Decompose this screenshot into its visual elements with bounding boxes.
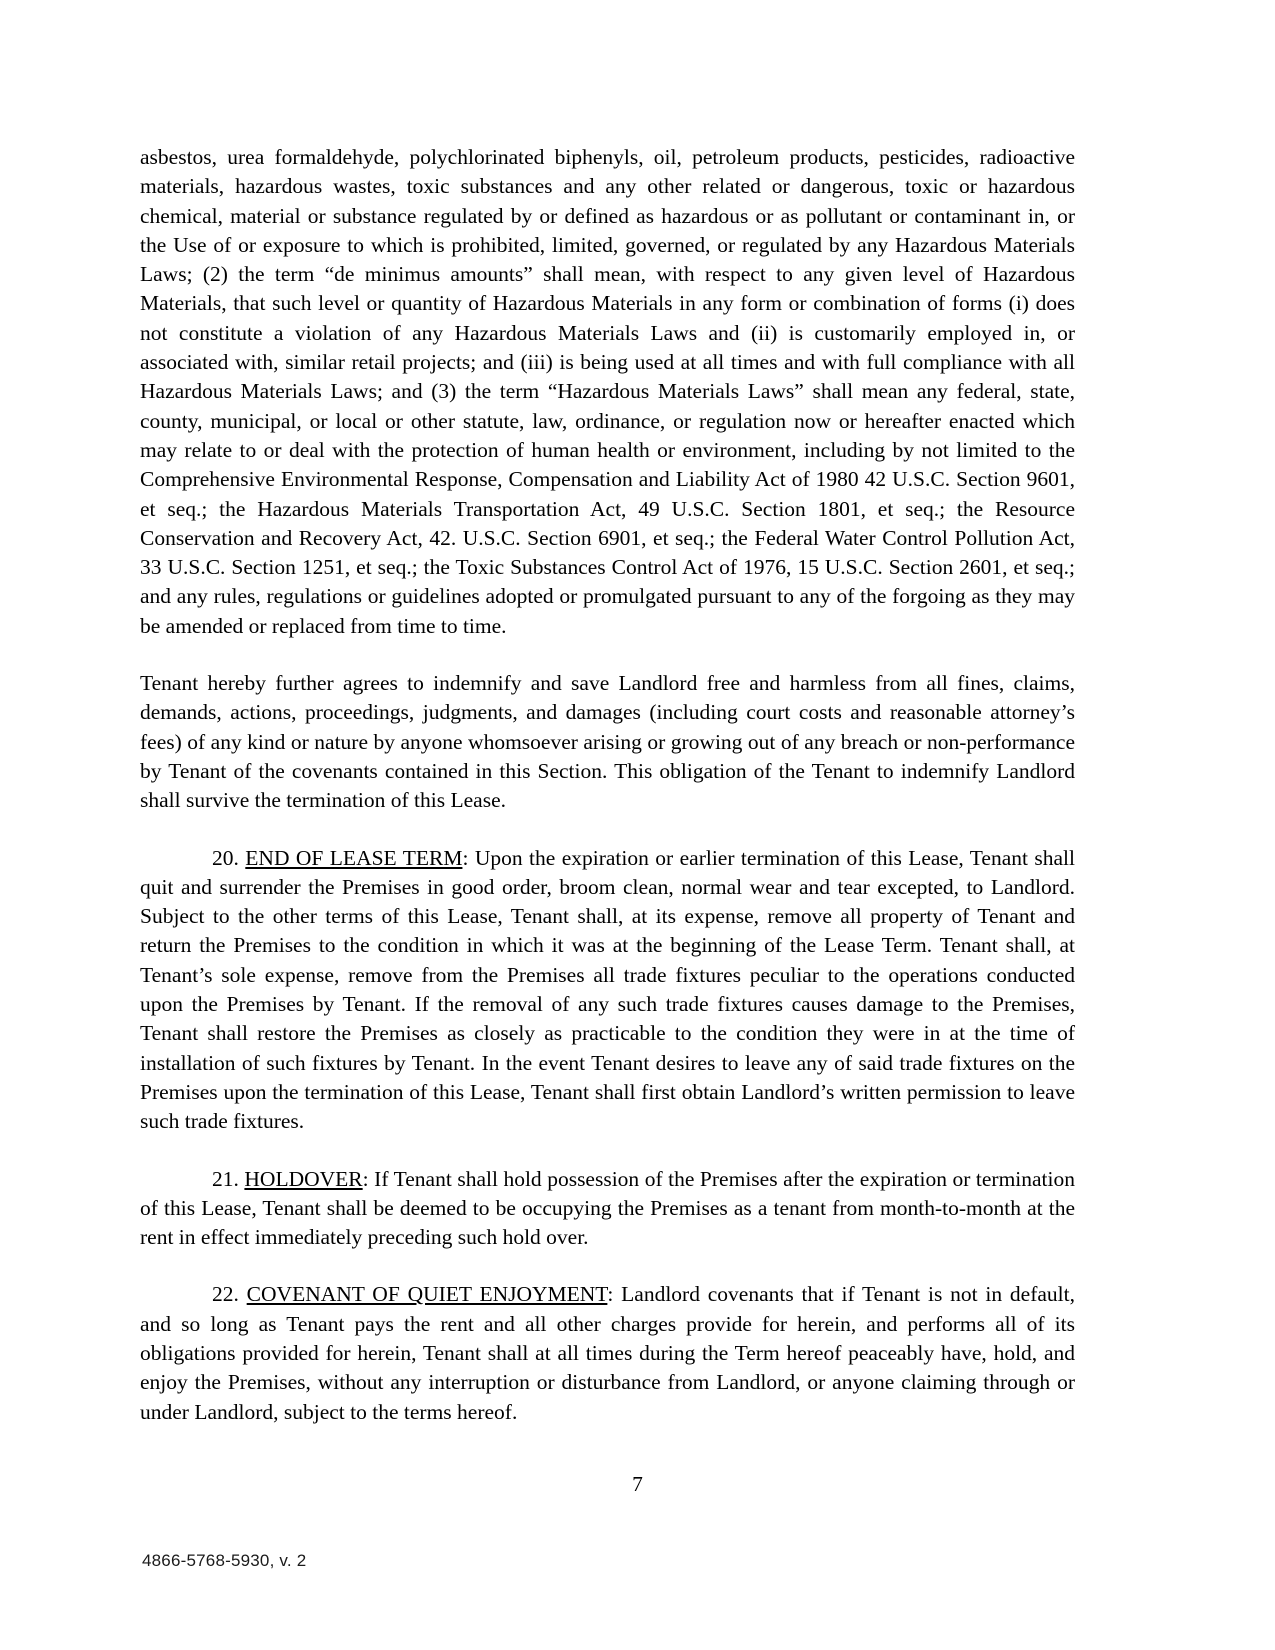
paragraph-indemnification: Tenant hereby further agrees to indemnify and save Landlord free and harmless from all fines, claims, demands, actions, proceedings, judgments, and damages (including court costs and reasonable attorney’s fees) of any kind or nature by anyone whomsoever arising or growing out of any breach or non-performance by Tenant of the covenants contained in this Section. This obligation of the Tenant to indemnify Landlord shall survive the termination of this Lease. bbox=[140, 671, 1075, 813]
section-22 bbox=[140, 1280, 1075, 1426]
section-20-heading: END OF LEASE TERM bbox=[245, 845, 463, 870]
section-21 bbox=[140, 1165, 1075, 1253]
section-22-number: 22. bbox=[212, 1282, 239, 1307]
section-20 bbox=[140, 844, 1075, 1137]
section-21-body: If Tenant shall hold possession of the Premises after the expiration or termination of this Lease, Tenant shall be deemed to be occupying the Premises as a tenant from month-to-month at the rent in effect immediately preceding such hold over. bbox=[140, 1166, 1076, 1250]
paragraph-hazardous-materials-definition: asbestos, urea formaldehyde, polychlorinated biphenyls, oil, petroleum products, pesticides, radioactive materials, hazardous wastes, toxic substances and any other related or dangerous, toxic or hazardous chemical, material or substance regulated by or defined as hazardous or as pollutant or contaminant in, or the Use of or exposure to which is prohibited, limited, governed, or regulated by any Hazardous Materials Laws; (2) the term “de minimus amounts” shall mean, with respect to any given level of Hazardous Materials, that such level or quantity of Hazardous Materials in any form or combination of forms (i) does not constitute a violation of any Hazardous Materials Laws and (ii) is customarily employed in, or associated with, similar retail projects; and (iii) is being used at all times and with full compliance with all Hazardous Materials Laws; and (3) the term “Hazardous Materials Laws” shall mean any federal, state, county, municipal, or local or other statute, law, ordinance, or regulation now or hereafter enacted which may relate to or deal with the protection of human health or environment, including by not limited to the Comprehensive Environmental Response, Compensation and Liability Act of 1980 42 U.S.C. Section 9601, et seq.; the Hazardous Materials Transportation Act, 49 U.S.C. Section 1801, et seq.; the Resource Conservation and Recovery Act, 42. U.S.C. Section 6901, et seq.; the Federal Water Control Pollution Act, 33 U.S.C. Section 1251, et seq.; the Toxic Substances Control Act of 1976, 15 U.S.C. Section 2601, et seq.; and any rules, regulations or guidelines adopted or promulgated pursuant to any of the forgoing as they may be amended or replaced from time to time. bbox=[140, 145, 1075, 638]
section-21-separator: : bbox=[362, 1166, 369, 1191]
section-20-number: 20. bbox=[212, 845, 239, 870]
page-number: 7 bbox=[632, 1472, 643, 1496]
section-20-separator: : bbox=[462, 845, 469, 870]
section-20-body: Upon the expiration or earlier termination of this Lease, Tenant shall quit and surrender the Premises in good order, broom clean, normal wear and tear excepted, to Landlord. Subject to the other terms of this Lease, Tenant shall, at its expense, remove all property of Tenant and return the Premises to the condition in which it was at the beginning of the Lease Term. Tenant shall, at Tenant’s sole expense, remove from the Premises all trade fixtures peculiar to the operations conducted upon the Premises by Tenant. If the removal of any such trade fixtures causes damage to the Premises, Tenant shall restore the Premises as closely as practicable to the condition they were in at the time of installation of such fixtures by Tenant. In the event Tenant desires to leave any of said trade fixtures on the Premises upon the termination of this Lease, Tenant shall first obtain Landlord’s written permission to leave such trade fixtures. bbox=[140, 845, 1076, 1134]
document-body bbox=[140, 143, 1075, 1455]
section-22-heading: COVENANT OF QUIET ENJOYMENT bbox=[246, 1282, 608, 1307]
section-22-body: Landlord covenants that if Tenant is not in default, and so long as Tenant pays the rent and all other charges provide for herein, and performs all of its obligations provided for herein, Tenant shall at all times during the Term hereof peaceably have, hold, and enjoy the Premises, without any interruption or disturbance from Landlord, or anyone claiming through or under Landlord, subject to the terms hereof. bbox=[140, 1282, 1075, 1424]
section-22-separator: : bbox=[607, 1282, 614, 1307]
document-reference-footer: 4866-5768-5930, v. 2 bbox=[142, 1551, 307, 1570]
section-21-number: 21. bbox=[212, 1166, 239, 1191]
section-21-heading: HOLDOVER bbox=[244, 1166, 363, 1191]
